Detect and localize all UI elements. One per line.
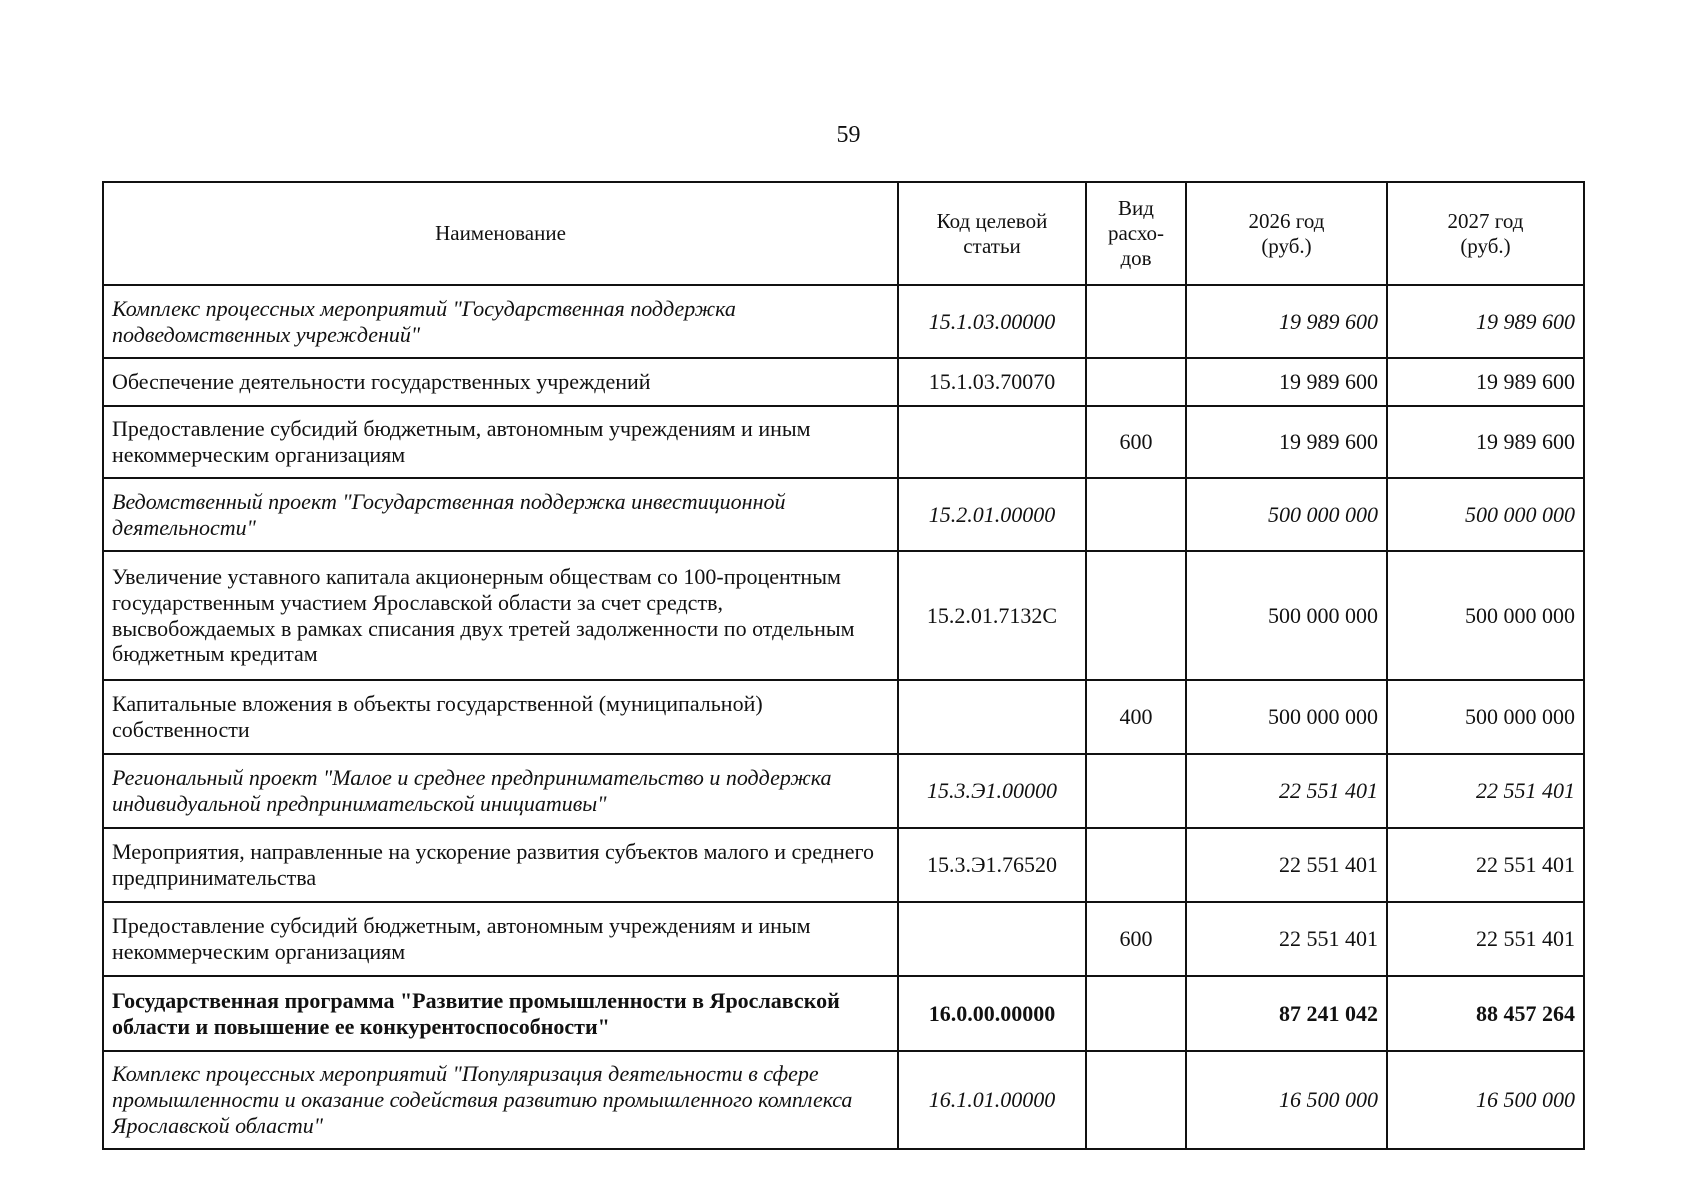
row-code bbox=[898, 680, 1086, 754]
row-amount-2027: 500 000 000 bbox=[1387, 680, 1584, 754]
row-expense-type: 600 bbox=[1086, 406, 1186, 478]
row-amount-2027: 19 989 600 bbox=[1387, 406, 1584, 478]
row-name: Мероприятия, направленные на ускорение развития субъектов малого и среднего предпринимательства bbox=[103, 828, 898, 902]
header-year-2027 bbox=[1387, 182, 1584, 285]
header-year-2027-line: 2027 год bbox=[1447, 208, 1524, 233]
header-year-2026 bbox=[1186, 182, 1387, 285]
row-name: Комплекс процессных мероприятий "Государственная поддержка подведомственных учреждений" bbox=[103, 285, 898, 358]
row-name: Увеличение уставного капитала акционерным обществам со 100-процентным государственным участием Ярославской области за счет средств, высвобождаемых в рамках списания двух третей задолженности по отдельным бюджетным кредитам bbox=[103, 551, 898, 680]
row-name: Государственная программа "Развитие промышленности в Ярославской области и повышение ее конкурентоспособности" bbox=[103, 976, 898, 1051]
row-amount-2027: 22 551 401 bbox=[1387, 902, 1584, 976]
row-name: Обеспечение деятельности государственных учреждений bbox=[103, 358, 898, 406]
row-name: Предоставление субсидий бюджетным, автономным учреждениям и иным некоммерческим организациям bbox=[103, 902, 898, 976]
table-row bbox=[103, 358, 1584, 406]
table-row bbox=[103, 551, 1584, 680]
row-name: Региональный проект "Малое и среднее предпринимательство и поддержка индивидуальной предпринимательской инициативы" bbox=[103, 754, 898, 828]
row-amount-2027: 22 551 401 bbox=[1387, 828, 1584, 902]
table-row bbox=[103, 828, 1584, 902]
row-amount-2027: 19 989 600 bbox=[1387, 285, 1584, 358]
header-code: Код целевой статьи bbox=[898, 182, 1086, 285]
row-amount-2026: 19 989 600 bbox=[1186, 285, 1387, 358]
table-row bbox=[103, 1051, 1584, 1149]
header-expense-type-line: расхо- bbox=[1107, 221, 1165, 246]
header-year-2026-line: 2026 год bbox=[1248, 208, 1325, 233]
row-expense-type bbox=[1086, 358, 1186, 406]
row-code: 15.3.Э1.76520 bbox=[898, 828, 1086, 902]
table-row bbox=[103, 902, 1584, 976]
table-row bbox=[103, 406, 1584, 478]
row-name: Ведомственный проект "Государственная поддержка инвестиционной деятельности" bbox=[103, 478, 898, 551]
row-amount-2026: 16 500 000 bbox=[1186, 1051, 1387, 1149]
row-code: 16.0.00.00000 bbox=[898, 976, 1086, 1051]
table-row bbox=[103, 680, 1584, 754]
row-code: 15.3.Э1.00000 bbox=[898, 754, 1086, 828]
row-expense-type bbox=[1086, 976, 1186, 1051]
row-code: 16.1.01.00000 bbox=[898, 1051, 1086, 1149]
row-amount-2026: 22 551 401 bbox=[1186, 828, 1387, 902]
row-expense-type bbox=[1086, 1051, 1186, 1149]
row-amount-2026: 22 551 401 bbox=[1186, 902, 1387, 976]
header-year-2027-line: (руб.) bbox=[1460, 233, 1511, 258]
row-name: Капитальные вложения в объекты государственной (муниципальной) собственности bbox=[103, 680, 898, 754]
budget-table bbox=[102, 181, 1585, 1150]
row-amount-2026: 22 551 401 bbox=[1186, 754, 1387, 828]
table-row bbox=[103, 976, 1584, 1051]
row-amount-2026: 500 000 000 bbox=[1186, 551, 1387, 680]
table-row bbox=[103, 285, 1584, 358]
row-expense-type: 400 bbox=[1086, 680, 1186, 754]
row-amount-2026: 500 000 000 bbox=[1186, 680, 1387, 754]
row-code bbox=[898, 406, 1086, 478]
row-expense-type bbox=[1086, 828, 1186, 902]
row-amount-2026: 19 989 600 bbox=[1186, 358, 1387, 406]
row-expense-type: 600 bbox=[1086, 902, 1186, 976]
header-year-2026-line: (руб.) bbox=[1261, 233, 1312, 258]
row-expense-type bbox=[1086, 285, 1186, 358]
row-code bbox=[898, 902, 1086, 976]
row-code: 15.1.03.00000 bbox=[898, 285, 1086, 358]
row-amount-2026: 19 989 600 bbox=[1186, 406, 1387, 478]
table-row bbox=[103, 754, 1584, 828]
header-expense-type-line: дов bbox=[1120, 245, 1152, 270]
header-name: Наименование bbox=[103, 182, 898, 285]
page-number: 59 bbox=[836, 122, 861, 148]
row-code: 15.2.01.7132С bbox=[898, 551, 1086, 680]
header-expense-type bbox=[1086, 182, 1186, 285]
row-code: 15.1.03.70070 bbox=[898, 358, 1086, 406]
row-name: Комплекс процессных мероприятий "Популяризация деятельности в сфере промышленности и оказание содействия развитию промышленного комплекса Ярославской области" bbox=[103, 1051, 898, 1149]
row-amount-2026: 500 000 000 bbox=[1186, 478, 1387, 551]
row-amount-2027: 22 551 401 bbox=[1387, 754, 1584, 828]
row-amount-2027: 500 000 000 bbox=[1387, 478, 1584, 551]
row-amount-2027: 88 457 264 bbox=[1387, 976, 1584, 1051]
row-amount-2027: 16 500 000 bbox=[1387, 1051, 1584, 1149]
row-expense-type bbox=[1086, 551, 1186, 680]
row-amount-2027: 19 989 600 bbox=[1387, 358, 1584, 406]
row-expense-type bbox=[1086, 754, 1186, 828]
table-header-row bbox=[103, 182, 1584, 285]
row-expense-type bbox=[1086, 478, 1186, 551]
row-amount-2027: 500 000 000 bbox=[1387, 551, 1584, 680]
row-code: 15.2.01.00000 bbox=[898, 478, 1086, 551]
table-row bbox=[103, 478, 1584, 551]
row-amount-2026: 87 241 042 bbox=[1186, 976, 1387, 1051]
header-expense-type-line: Вид bbox=[1118, 196, 1154, 221]
row-name: Предоставление субсидий бюджетным, автономным учреждениям и иным некоммерческим организациям bbox=[103, 406, 898, 478]
